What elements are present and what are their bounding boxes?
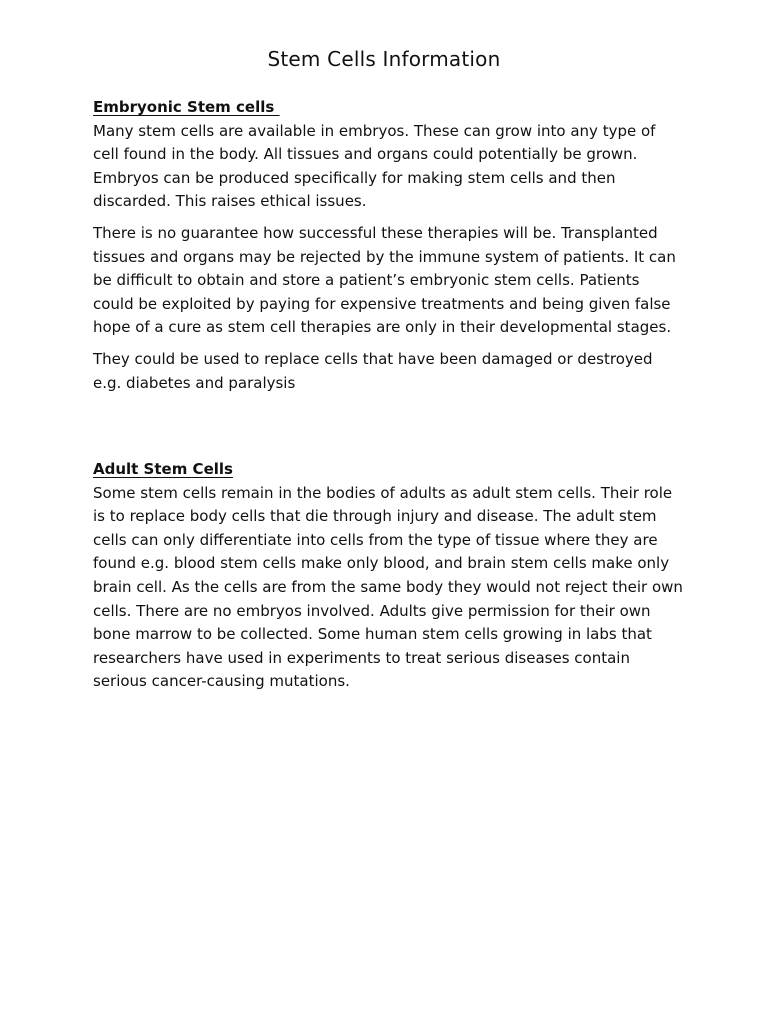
section-heading-adult: Adult Stem Cells: [93, 460, 233, 478]
section-adult-stem-cells: [93, 458, 683, 694]
section-embryonic-stem-cells: [93, 96, 683, 395]
paragraph-embryonic-2: There is no guarantee how successful these therapies will be. Transplanted tissues and organs may be rejected by the immune system of patients. It can be difficult to obtain and store a patient’s embryonic stem cells. Patients could be exploited by paying for expensive treatments and being given false hope of a cure as stem cell therapies are only in their developmental stages.: [93, 223, 676, 337]
paragraph-embryonic-3: They could be used to replace cells that have been damaged or destroyed e.g. diabetes and paralysis: [93, 349, 653, 392]
paragraph-adult-1: Some stem cells remain in the bodies of adults as adult stem cells. Their role is to replace body cells that die through injury and disease. The adult stem cells can only differentiate into cells from the type of tissue where they are found e.g. blood stem cells make only blood, and brain stem cells make only brain cell. As the cells are from the same body they would not reject their own cells. There are no embryos involved. Adults give permission for their own bone marrow to be collected. Some human stem cells growing in labs that researchers have used in experiments to treat serious diseases contain serious cancer-causing mutations.: [93, 483, 683, 691]
paragraph-embryonic-1: Many stem cells are available in embryos. These can grow into any type of cell found in the body. All tissues and organs could potentially be grown. Embryos can be produced specifically for making stem cells and then discarded. This raises ethical issues.: [93, 121, 656, 211]
section-heading-embryonic: Embryonic Stem cells: [93, 98, 280, 116]
page-title: Stem Cells Information: [267, 47, 501, 71]
